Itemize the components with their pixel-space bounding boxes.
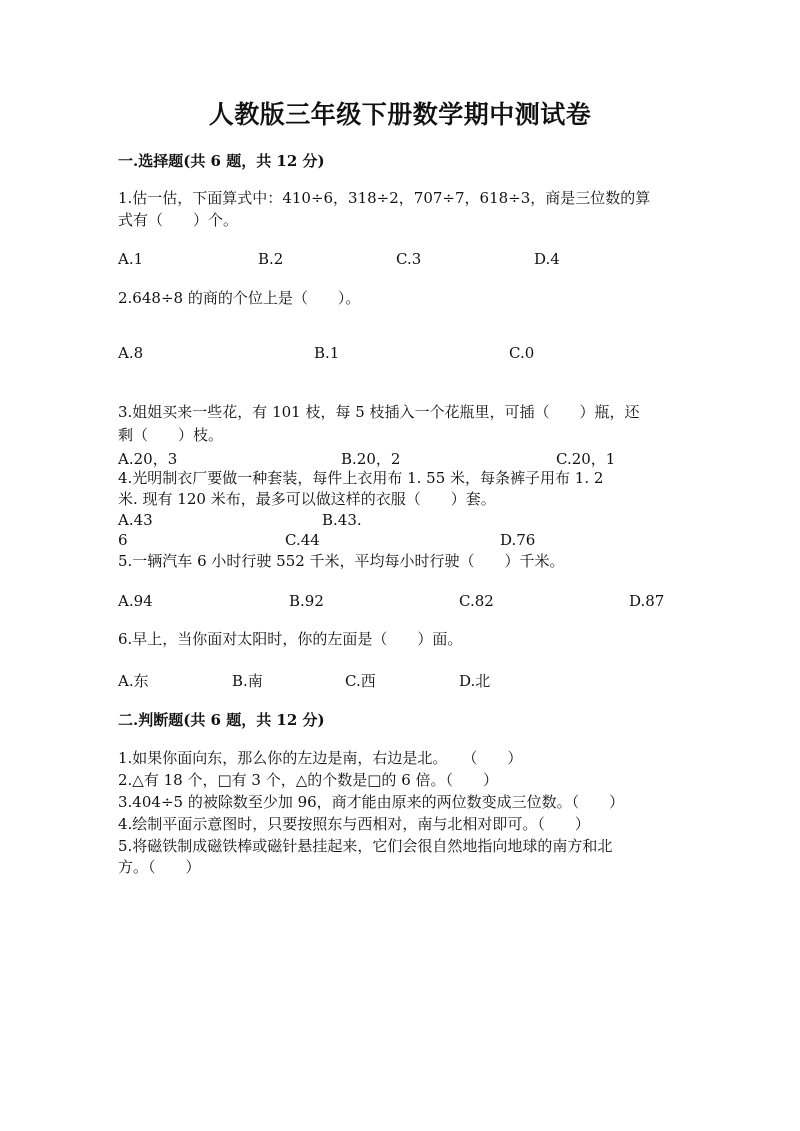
question-5-line-1: 5.一辆汽车 6 小时行驶 552 千米，平均每小时行驶（ ）千米。 [118,552,565,570]
question-6-option-b: B.南 [232,672,263,690]
question-4-option-a: A.43 [118,511,153,529]
question-2-option-b: B.1 [314,344,340,362]
question-1-option-c: C.3 [396,250,422,268]
judgment-5-line-2: 方。（ ） [118,858,201,876]
question-3-option-c: C.20，1 [556,450,616,468]
question-4-line-2: 米. 现有 120 米布，最多可以做这样的衣服（ ）套。 [118,490,496,508]
question-5-option-b: B.92 [289,592,324,610]
question-6-option-a: A.东 [118,672,149,690]
question-1-option-d: D.4 [534,250,560,268]
judgment-1: 1.如果你面向东，那么你的左边是南，右边是北。 （ ） [118,749,523,767]
section-header-true-false: 二.判断题(共 6 题，共 12 分) [118,711,325,729]
question-1-option-a: A.1 [118,250,144,268]
question-2-option-c: C.0 [509,344,535,362]
question-2-line-1: 2.648÷8 的商的个位上是（ ）。 [118,289,361,307]
question-3-line-2: 剩（ ）枝。 [118,426,224,444]
question-1-line-1: 1.估一估，下面算式中：410÷6，318÷2，707÷7，618÷3，商是三位数的算 [118,189,651,207]
page-title: 人教版三年级下册数学期中测试卷 [208,100,592,129]
judgment-4: 4.绘制平面示意图时，只要按照东与西相对，南与北相对即可。（ ） [118,815,590,833]
question-1-option-b: B.2 [258,250,284,268]
question-3-line-1: 3.姐姐买来一些花，有 101 枝，每 5 枝插入一个花瓶里，可插（ ）瓶，还 [118,403,640,421]
question-4-option-c: C.44 [285,531,320,549]
judgment-3: 3.404÷5 的被除数至少加 96，商才能由原来的两位数变成三位数。（ ） [118,793,625,811]
question-3-option-b: B.20，2 [341,450,401,468]
question-6-option-d: D.北 [459,672,491,690]
question-3-option-a: A.20，3 [118,450,178,468]
question-6-line-1: 6.早上，当你面对太阳时，你的左面是（ ）面。 [118,630,463,648]
judgment-5-line-1: 5.将磁铁制成磁铁棒或磁针悬挂起来，它们会很自然地指向地球的南方和北 [118,837,613,855]
question-6-option-c: C.西 [345,672,376,690]
question-5-option-d: D.87 [629,592,665,610]
judgment-2: 2.△有 18 个，□有 3 个，△的个数是□的 6 倍。（ ） [118,771,499,789]
question-1-line-2: 式有（ ）个。 [118,211,239,229]
question-2-option-a: A.8 [118,344,144,362]
section-header-choice: 一.选择题(共 6 题，共 12 分) [118,152,325,170]
question-5-option-c: C.82 [459,592,494,610]
question-4-option-d: D.76 [500,531,536,549]
question-5-option-a: A.94 [118,592,153,610]
question-4-option-b-continued: 6 [118,531,128,549]
question-4-option-b: B.43. [322,511,362,529]
question-4-line-1: 4.光明制衣厂要做一种套装，每件上衣用布 1. 55 米，每条裤子用布 1. 2 [118,469,604,487]
